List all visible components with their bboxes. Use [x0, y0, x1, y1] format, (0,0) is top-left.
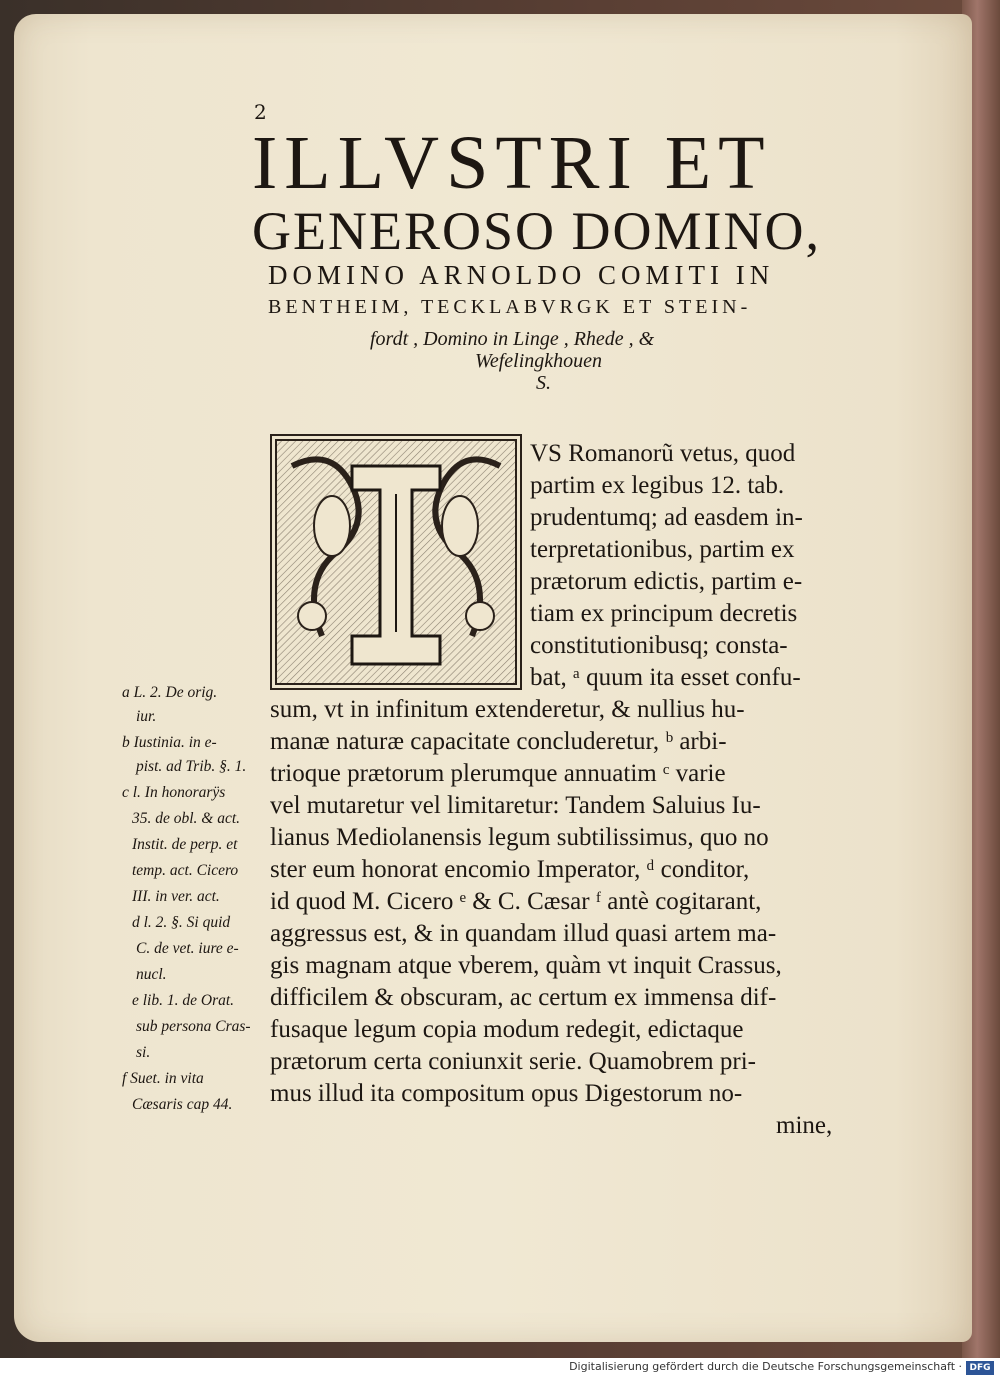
body-line: trioque prætorum plerumque annuatim ᶜ varie	[270, 760, 726, 787]
margin-note: pist. ad Trib. §. 1.	[136, 758, 247, 775]
margin-note: 35. de obl. & act.	[132, 810, 241, 827]
body-line: prætorum certa coniunxit serie. Quamobrem pri-	[270, 1048, 756, 1075]
margin-note: b Iustinia. in e-	[122, 734, 217, 751]
title-line-2: GENEROSO DOMINO,	[252, 201, 821, 261]
margin-note: III. in ver. act.	[132, 888, 220, 905]
body-line: gis magnam atque vberem, quàm vt inquit Crassus,	[270, 952, 782, 979]
margin-note: Instit. de perp. et	[132, 836, 238, 853]
margin-note: f Suet. in vita	[122, 1070, 204, 1087]
body-line: ster eum honorat encomio Imperator, ᵈ conditor,	[270, 856, 750, 883]
body-line: id quod M. Cicero ᵉ & C. Cæsar ᶠ antè cogitarant,	[270, 888, 762, 915]
body-line: bat, ᵃ quum ita esset confu-	[530, 664, 801, 691]
margin-note: e lib. 1. de Orat.	[132, 992, 235, 1009]
body-line: aggressus est, & in quandam illud quasi artem ma-	[270, 920, 777, 947]
margin-note: c l. In honorarÿs	[122, 784, 226, 801]
body-line: prætorum edictis, partim e-	[530, 568, 803, 595]
subtitle-line-3: fordt , Domino in Linge , Rhede , &	[370, 328, 655, 350]
body-line: VS Romanorũ vetus, quod	[530, 440, 796, 467]
body-line: terpretationibus, partim ex	[530, 536, 795, 563]
body-line: mus illud ita compositum opus Digestorum no-	[270, 1080, 743, 1107]
dfg-logo-icon: DFG	[966, 1361, 994, 1375]
body-line: mine,	[776, 1112, 833, 1139]
margin-note: temp. act. Cicero	[132, 862, 239, 879]
subtitle-line-1: DOMINO ARNOLDO COMITI IN	[268, 260, 775, 290]
margin-note: d l. 2. §. Si quid	[132, 914, 231, 931]
margin-note: Cæsaris cap 44.	[132, 1096, 233, 1113]
subtitle-line-4: Wefelingkhouen	[475, 350, 603, 372]
body-line: partim ex legibus 12. tab.	[530, 472, 785, 499]
body-line: manæ naturæ capacitate concluderetur, ᵇ arbi-	[270, 728, 727, 755]
margin-note: a L. 2. De orig.	[122, 684, 218, 701]
body-line: tiam ex principum decretis	[530, 600, 798, 627]
margin-note: C. de vet. iure e-	[136, 940, 239, 957]
subtitle-line-5: S.	[536, 372, 551, 394]
body-line: prudentumq; ad easdem in-	[530, 504, 803, 531]
body-line: lianus Mediolanensis legum subtilissimus, quo no	[270, 824, 769, 851]
body-line: vel mutaretur vel limitaretur: Tandem Saluius Iu-	[270, 792, 761, 819]
subtitle-line-2: BENTHEIM, TECKLABVRGK ET STEIN-	[268, 296, 752, 318]
folio-number: 2	[254, 100, 267, 124]
margin-note: sub persona Cras-	[136, 1018, 251, 1035]
body-line: fusaque legum copia modum redegit, edictaque	[270, 1016, 744, 1043]
margin-note: si.	[136, 1044, 151, 1061]
margin-note: iur.	[136, 708, 157, 725]
margin-note: nucl.	[136, 966, 167, 983]
title-line-1: ILLVSTRI ET	[252, 121, 772, 205]
body-line: difficilem & obscuram, ac certum ex immensa dif-	[270, 984, 777, 1011]
body-line: constitutionibusq; consta-	[530, 632, 788, 659]
footer-credit: Digitalisierung gefördert durch die Deutsche Forschungsgemeinschaft ·	[569, 1360, 962, 1373]
body-line: sum, vt in infinitum extenderetur, & nullius hu-	[270, 696, 745, 723]
ornamental-initial-icon	[270, 434, 522, 690]
